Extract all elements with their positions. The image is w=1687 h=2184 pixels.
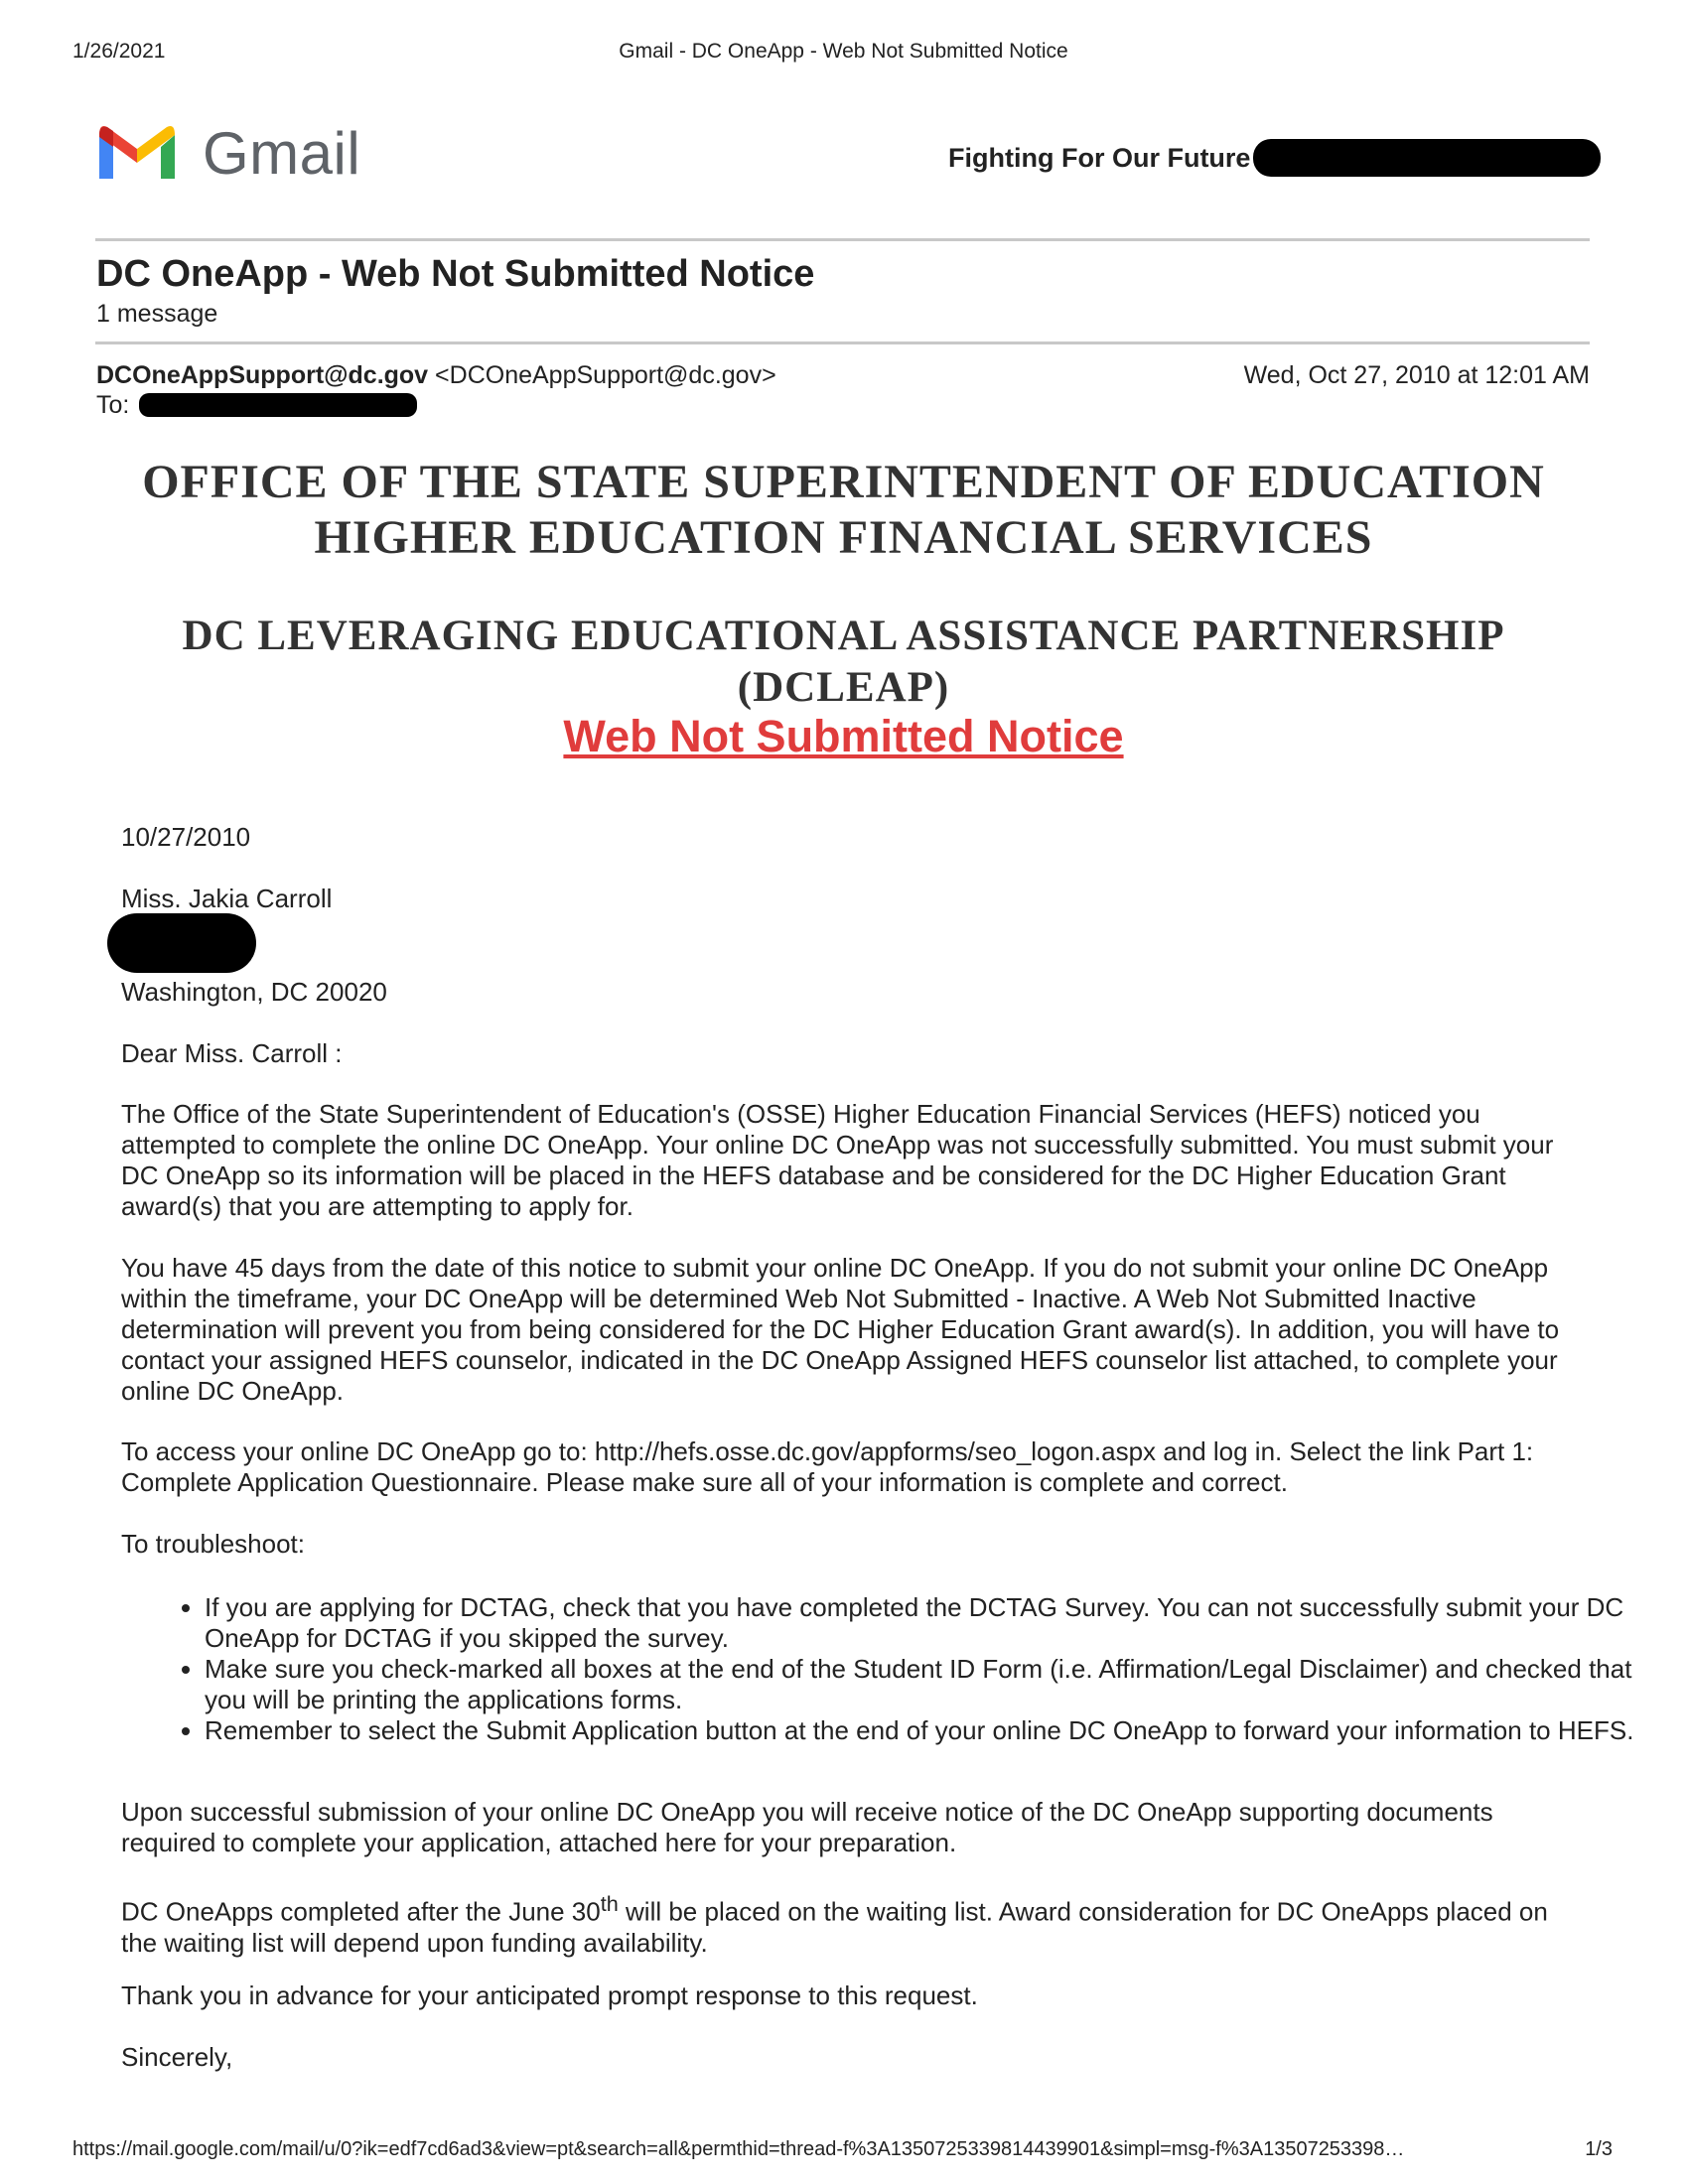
list-item: • Make sure you check-marked all boxes at the end of the Student ID Form (i.e. Affirmation/Legal Disclaimer) and checked that you will be printing the applications forms. bbox=[205, 1654, 1664, 1715]
paragraph-deadline: You have 45 days from the date of this notice to submit your online DC OneApp. If you do not submit your online DC OneApp within the timeframe, your DC OneApp will be determined Web Not Submitted - Inactive. A Web Not Submitted Inactive determination will prevent you from being considered for the DC Higher Education Grant award(s). In addition, you will have to contact your assigned HEFS counselor, indicated in the DC OneApp Assigned HEFS counselor list attached, to complete your online DC OneApp. bbox=[121, 1253, 1560, 1406]
print-date: 1/26/2021 bbox=[72, 40, 166, 63]
print-page-title: Gmail - DC OneApp - Web Not Submitted Notice bbox=[619, 40, 1068, 63]
notice-title: Web Not Submitted Notice bbox=[563, 711, 1124, 761]
message-subject: DC OneApp - Web Not Submitted Notice bbox=[96, 253, 815, 295]
subject-divider bbox=[95, 341, 1590, 344]
page-number: 1/3 bbox=[1585, 2138, 1613, 2160]
paragraph-submission: Upon successful submission of your online DC OneApp you will receive notice of the DC OneApp supporting documents required to complete your application, attached here for your preparation. bbox=[121, 1797, 1493, 1857]
to-label: To: bbox=[96, 391, 130, 419]
print-footer-url: https://mail.google.com/mail/u/0?ik=edf7cd6ad3&view=pt&search=all&permthid=thread-f%3A1350725339814439901&simpl=msg-f%3A13507253398… bbox=[72, 2138, 1405, 2160]
account-name: Fighting For Our Future bbox=[948, 143, 1251, 173]
gmail-logo bbox=[95, 120, 361, 187]
recipient-name: Miss. Jakia Carroll bbox=[121, 884, 333, 913]
redaction-mark bbox=[107, 913, 256, 973]
sender-address: <DCOneAppSupport@dc.gov> bbox=[435, 361, 776, 389]
header-divider bbox=[95, 238, 1590, 241]
redaction-mark bbox=[139, 393, 417, 417]
paragraph-waiting-list: DC OneApps completed after the June 30th will be placed on the waiting list. Award consideration for DC OneApps placed on the waiting list will depend upon funding availability. bbox=[121, 1891, 1548, 1958]
letter-date: 10/27/2010 bbox=[121, 822, 251, 852]
gmail-m-icon bbox=[95, 123, 179, 185]
salutation: Dear Miss. Carroll : bbox=[121, 1038, 343, 1068]
message-count: 1 message bbox=[96, 300, 218, 328]
letter-header-office: OFFICE OF THE STATE SUPERINTENDENT OF EDUCATION bbox=[142, 456, 1545, 508]
sender-email[interactable]: DCOneAppSupport@dc.gov bbox=[96, 361, 429, 389]
recipient-city: Washington, DC 20020 bbox=[121, 977, 387, 1007]
gmail-wordmark: Gmail bbox=[203, 120, 361, 187]
troubleshoot-label: To troubleshoot: bbox=[121, 1529, 306, 1559]
list-item: • Remember to select the Submit Application button at the end of your online DC OneApp to forward your information to HEFS. bbox=[205, 1715, 1664, 1746]
message-date: Wed, Oct 27, 2010 at 12:01 AM bbox=[1243, 361, 1590, 389]
letter-program-acronym: (DCLEAP) bbox=[737, 664, 950, 711]
letter-header-division: HIGHER EDUCATION FINANCIAL SERVICES bbox=[314, 511, 1373, 564]
letter-program-title: DC LEVERAGING EDUCATIONAL ASSISTANCE PARTNERSHIP bbox=[182, 613, 1505, 659]
paragraph-notice: The Office of the State Superintendent of Education's (OSSE) Higher Education Financial Services (HEFS) noticed you attempted to complete the online DC OneApp. Your online DC OneApp was not successfully submitted. You must submit your DC OneApp so its information will be placed in the HEFS database and be considered for the DC Higher Education Grant award(s) that you are attempting to apply for. bbox=[121, 1099, 1554, 1221]
closing: Sincerely, bbox=[121, 2042, 233, 2072]
paragraph-access: To access your online DC OneApp go to: http://hefs.osse.dc.gov/appforms/seo_logon.aspx and log in. Select the link Part 1: Complete Application Questionnaire. Please make sure all of your information is complete and correct. bbox=[121, 1436, 1534, 1497]
troubleshoot-list bbox=[121, 1592, 1664, 1746]
paragraph-thanks: Thank you in advance for your anticipated prompt response to this request. bbox=[121, 1980, 978, 2010]
list-item: • If you are applying for DCTAG, check that you have completed the DCTAG Survey. You can not successfully submit your DC OneApp for DCTAG if you skipped the survey. bbox=[205, 1592, 1664, 1654]
sender-line bbox=[96, 361, 776, 390]
redaction-mark bbox=[1253, 139, 1601, 177]
